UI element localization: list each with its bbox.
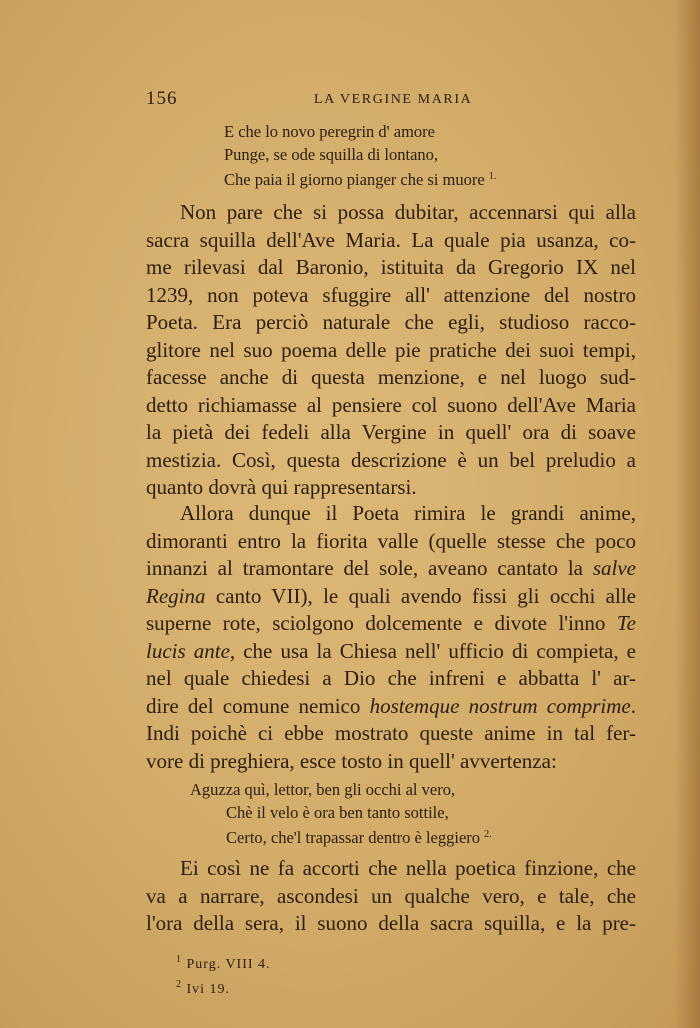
text-run: dire del comune nemico (146, 693, 370, 718)
paragraph-3 (146, 855, 636, 938)
text-line: Allora dunque il Poeta rimira le grandi anime, (180, 501, 636, 525)
footnote-mark: 2 (176, 979, 182, 990)
text-line: vore di preghiera, esce tosto in quell' avvertenza: (146, 748, 557, 773)
verse-quote-2 (190, 779, 492, 850)
text-line: glitore nel suo poema delle pie pratiche dei suoi tempi, (146, 337, 636, 362)
text-line (146, 693, 636, 721)
text-line: sacra squilla dell'Ave Maria. La quale pia usanza, co- (146, 227, 636, 252)
text-line (146, 610, 636, 638)
text-line: dimoranti entro la fiorita valle (quelle stesse che poco (146, 528, 636, 553)
text-run: . (630, 693, 636, 718)
page-header (146, 88, 636, 114)
italic-phrase: lucis ante (146, 638, 230, 663)
text-line: la pietà dei fedeli alla Vergine in quell' ora di soave (146, 420, 636, 444)
footnote-ref: 2. (484, 829, 492, 840)
page-edge-shadow (674, 0, 700, 1028)
text-line: va a narrare, ascondesi un qualche vero, e tale, che (146, 883, 636, 908)
verse-quote-1 (224, 121, 496, 192)
text-line: mestizia. Così, questa descrizione è un bel preludio a (146, 447, 636, 472)
paragraph-1 (146, 199, 636, 502)
text-line (146, 583, 636, 611)
italic-phrase: Te (616, 611, 636, 635)
text-line: me rilevasi dal Baronio, istituita da Gregorio IX nel (146, 255, 636, 279)
footnote-mark: 1 (176, 954, 182, 965)
text-line (146, 638, 636, 666)
paragraph-2 (146, 500, 636, 775)
verse-line (224, 166, 496, 192)
italic-phrase: Regina (146, 583, 206, 608)
text-line: quanto dovrà qui rappresentarsi. (146, 475, 417, 499)
text-line (146, 555, 636, 583)
text-run: canto VII), le quali avendo fissi gli occhi alle (205, 583, 636, 608)
running-title: LA VERGINE MARIA (314, 92, 473, 107)
footnote-text: Ivi 19. (186, 982, 231, 997)
text-run: innanzi al tramontare del sole, aveano cantato la (146, 556, 593, 580)
text-line: facesse anche di questa menzione, e nel luogo sud- (146, 365, 636, 389)
text-line: detto richiamasse al pensiere col suono dell'Ave Maria (146, 392, 636, 417)
verse-line (190, 824, 492, 850)
text-run: , che usa la Chiesa nell' ufficio di compieta, e (229, 638, 636, 663)
verse-line: E che lo novo peregrin d' amore (224, 122, 435, 141)
italic-phrase: hostemque nostrum comprime (369, 693, 631, 718)
footnote-ref: 1. (488, 171, 497, 182)
text-line: 1239, non poteva sfuggire all' attenzione del nostro (146, 282, 636, 307)
text-line: l'ora della sera, il suono della sacra squilla, e la pre- (146, 911, 636, 935)
verse-line-text: Che paia il giorno pianger che si muore (224, 170, 485, 189)
text-line: Indi poichè ci ebbe mostrato queste anime in tal fer- (146, 721, 636, 745)
text-line: Poeta. Era perciò naturale che egli, studioso racco- (146, 310, 636, 334)
verse-line: Chè il velo è ora ben tanto sottile, (226, 802, 449, 822)
text-run: superne rote, sciolgono dolcemente e divote l'inno (146, 611, 617, 635)
verse-line-text: Certo, che'l trapassar dentro è leggiero (226, 828, 481, 847)
page-number: 156 (146, 88, 178, 109)
footnotes (176, 950, 271, 1000)
verse-line: Aguzza quì, lettor, ben gli occhi al vero, (190, 780, 456, 799)
footnote (176, 950, 271, 975)
footnote (176, 975, 271, 1000)
italic-phrase: salve (592, 556, 636, 580)
text-line: Ei così ne fa accorti che nella poetica finzione, che (180, 856, 636, 880)
text-line: nel quale chiedesi a Dio che infreni e abbatta l' ar- (146, 666, 636, 690)
verse-line: Punge, se ode squilla di lontano, (224, 144, 439, 164)
text-line: Non pare che si possa dubitar, accennarsi qui alla (180, 200, 636, 224)
footnote-text: Purg. VIII 4. (186, 957, 271, 972)
